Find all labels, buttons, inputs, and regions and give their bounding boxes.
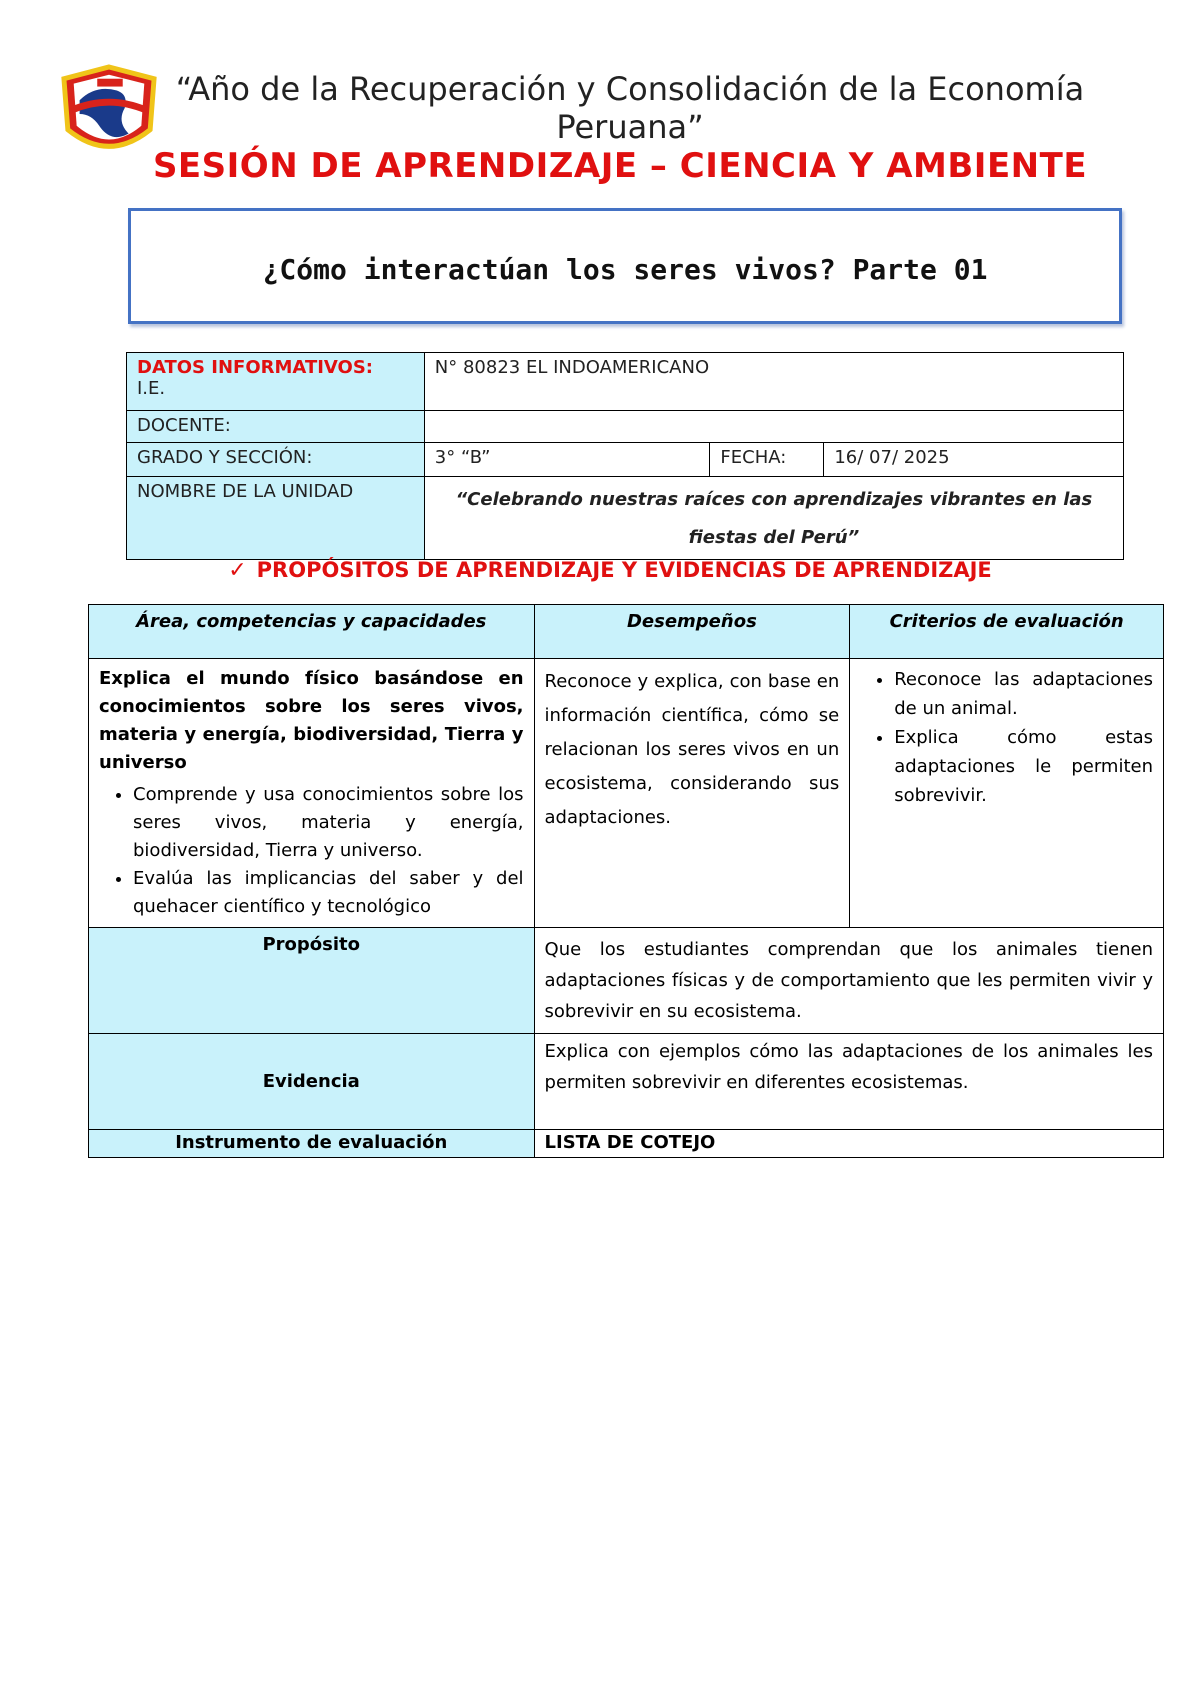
instrument-value: LISTA DE COTEJO [534, 1130, 1163, 1158]
competence-title: Explica el mundo físico basándose en conocimientos sobre los seres vivos, materia y energía, biodiversidad, Tierra y universo [99, 668, 524, 773]
header-criterios: Criterios de evaluación [850, 605, 1164, 659]
info-table [126, 352, 1124, 560]
grado-value: 3° “B” [424, 443, 710, 477]
docente-value [424, 411, 1123, 443]
unidad-label: NOMBRE DE LA UNIDAD [127, 477, 425, 560]
purpose-text: Que los estudiantes comprendan que los animales tienen adaptaciones físicas y de comportamiento que les permiten vivir y sobrevivir en su ecosistema. [534, 928, 1163, 1034]
capacities-list [99, 781, 524, 921]
datos-informativos-label: DATOS INFORMATIVOS: [137, 357, 374, 378]
fecha-value: 16/ 07/ 2025 [824, 443, 1124, 477]
ie-label-cell [127, 353, 425, 411]
purpose-label: Propósito [89, 928, 535, 1034]
session-title: SESIÓN DE APRENDIZAJE – CIENCIA Y AMBIENTE [152, 146, 1088, 186]
criteria-item: • Reconoce las adaptaciones de un animal. [894, 665, 1153, 723]
criteria-item: • Explica cómo estas adaptaciones le permiten sobrevivir. [894, 723, 1153, 810]
evidence-text: Explica con ejemplos cómo las adaptaciones de los animales les permiten sobrevivir en diferentes ecosistemas. [534, 1034, 1163, 1130]
learning-table [88, 604, 1164, 1158]
evidence-label: Evidencia [89, 1034, 535, 1130]
checkmark-icon: ✓ [228, 558, 247, 583]
topic-box [128, 208, 1122, 324]
unidad-value: “Celebrando nuestras raíces con aprendizajes vibrantes en las fiestas del Perú” [424, 477, 1123, 560]
capacity-item: • Evalúa las implicancias del saber y del quehacer científico y tecnológico [133, 865, 524, 921]
purpose-heading [160, 558, 1060, 583]
performance-cell: Reconoce y explica, con base en información científica, cómo se relacionan los seres vivos en un ecosistema, considerando sus adaptaciones. [534, 659, 850, 928]
competence-cell [89, 659, 535, 928]
criteria-cell [850, 659, 1164, 928]
header-area: Área, competencias y capacidades [89, 605, 535, 659]
capacity-item: • Comprende y usa conocimientos sobre los seres vivos, materia y energía, biodiversidad, Tierra y universo. [133, 781, 524, 865]
grado-label: GRADO Y SECCIÓN: [127, 443, 425, 477]
docente-label: DOCENTE: [127, 411, 425, 443]
year-motto: “Año de la Recuperación y Consolidación de la Economía Peruana” [175, 70, 1085, 146]
topic-title: ¿Cómo interactúan los seres vivos? Parte 01 [262, 253, 988, 286]
fecha-label: FECHA: [710, 443, 824, 477]
purpose-heading-text: PROPÓSITOS DE APRENDIZAJE Y EVIDENCIAS DE APRENDIZAJE [256, 558, 992, 582]
ie-label: I.E. [137, 378, 166, 399]
instrument-label: Instrumento de evaluación [89, 1130, 535, 1158]
header-desempenos: Desempeños [534, 605, 850, 659]
ie-value: N° 80823 EL INDOAMERICANO [424, 353, 1123, 411]
